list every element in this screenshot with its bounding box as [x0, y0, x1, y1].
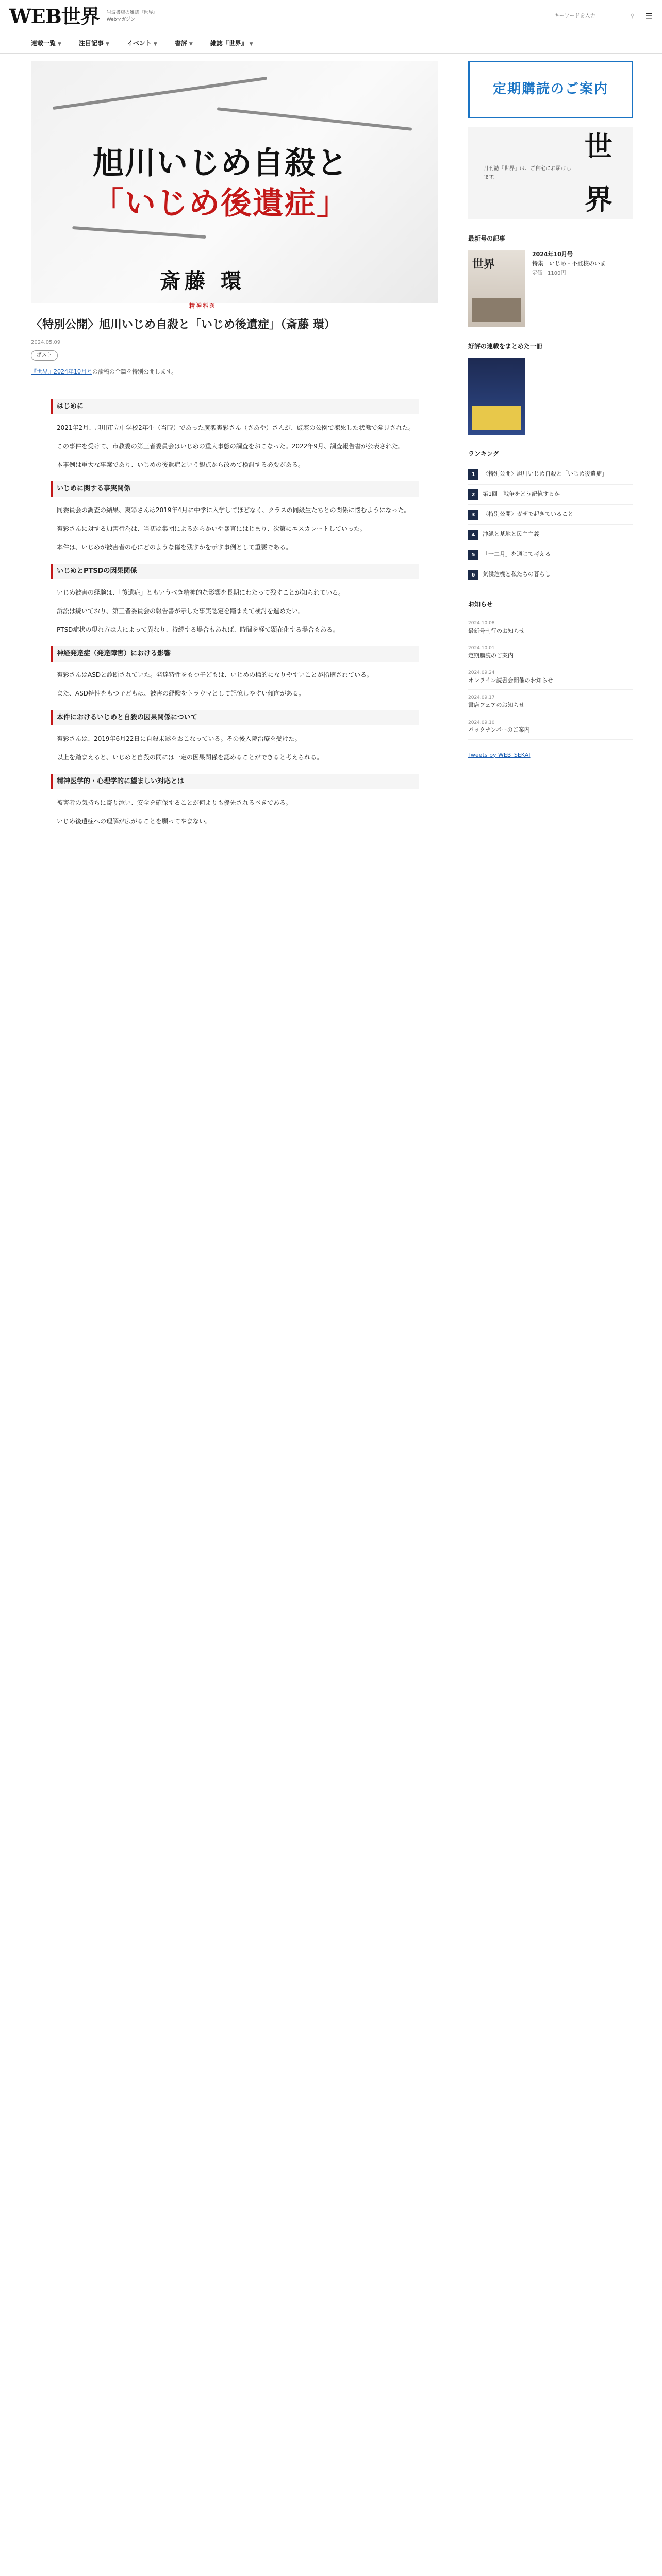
paragraph: 被害者の気持ちに寄り添い、安全を確保することが何よりも優先されるべきである。	[57, 799, 292, 806]
news-item[interactable]	[468, 715, 633, 740]
magazine-issue: 2024年10月号	[532, 250, 573, 258]
paragraph: 2021年2月、旭川市立中学校2年生（当時）であった廣瀬爽彩さん（さあや）さんが、厳寒の公園で凍死した状態で発見された。	[57, 423, 415, 431]
section-heading: いじめに関する事実関係	[51, 481, 419, 497]
hero-image	[31, 61, 438, 309]
rank-title[interactable]: 第1回 戦争をどう記憶するか	[483, 490, 560, 498]
chevron-down-icon: ▼	[249, 41, 253, 47]
news-item[interactable]	[468, 640, 633, 665]
rank-title[interactable]: 気候危機と私たちの暮らし	[483, 571, 551, 578]
subscribe-box[interactable]	[468, 127, 633, 219]
paragraph: 同委員会の調査の結果、爽彩さんは2019年4月に中学に入学してほどなく、クラスの同級生たちとの関係に悩むようになった。	[57, 506, 410, 514]
site-header	[0, 0, 662, 33]
nav-item-magazine[interactable]: 雑誌『世界』 ▼	[210, 39, 253, 47]
paragraph: PTSD症状の現れ方は人によって異なり、持続する場合もあれば、時間を経て顕在化する場合もある。	[57, 625, 339, 633]
paragraph: いじめ後遺症への理解が広がることを願ってやまない。	[57, 817, 212, 825]
site-logo[interactable]	[9, 0, 158, 35]
paragraph: 訴訟は続いており、第三者委員会の報告書が示した事実認定を踏まえて検討を進めたい。	[57, 607, 305, 615]
section-heading: いじめとPTSDの因果関係	[51, 564, 419, 579]
section-heading: はじめに	[51, 399, 419, 414]
ranking-item[interactable]	[468, 565, 633, 585]
magazine-info	[532, 250, 606, 327]
rank-number: 3	[468, 510, 478, 520]
section-heading: 精神医学的・心理学的に望ましい対応とは	[51, 774, 419, 789]
rank-number: 1	[468, 469, 478, 480]
ranking-item[interactable]	[468, 465, 633, 485]
rank-number: 2	[468, 489, 478, 500]
paragraph: 本件は、いじめが被害者の心にどのような傷を残すかを示す事例として重要である。	[57, 543, 292, 551]
subscribe-text: 月刊誌『世界』は、ご自宅にお届けします。	[484, 166, 571, 180]
ranking-heading: ランキング	[468, 450, 499, 457]
news-title[interactable]: バックナンバーのご案内	[468, 726, 530, 734]
hero-author	[160, 262, 245, 312]
paragraph: 本事例は重大な事案であり、いじめの後遺症という観点から改めて検討する必要がある。	[57, 461, 305, 468]
ranking-item[interactable]	[468, 545, 633, 565]
menu-icon[interactable]: ☰	[645, 11, 653, 21]
magazine-title: 特集 いじめ・不登校のいま	[532, 260, 606, 267]
share-button[interactable]: ポスト	[31, 350, 58, 361]
article-title: 〈特別公開〉旭川いじめ自殺と「いじめ後遺症」（斎藤 環）	[31, 318, 336, 331]
magazine-cover[interactable]	[468, 250, 525, 327]
logo-subtitle	[107, 10, 158, 23]
news-date: 2024.09.17	[468, 695, 495, 701]
news-list	[468, 616, 633, 739]
rank-title[interactable]: 「一二月」を通じて考える	[483, 551, 551, 558]
logo-mark[interactable]: WEB世界	[9, 4, 100, 28]
subscription-banner[interactable]: 定期購読のご案内	[468, 61, 633, 118]
news-title[interactable]: 最新号刊行のお知らせ	[468, 627, 525, 634]
news-heading: お知らせ	[468, 601, 493, 608]
chevron-down-icon: ▼	[105, 41, 109, 47]
latest-issue[interactable]	[468, 250, 633, 327]
ranking-item[interactable]	[468, 525, 633, 545]
rank-title[interactable]: 沖縄と基地と民主主義	[483, 531, 539, 538]
rank-title[interactable]: 〈特別公開〉旭川いじめ自殺と「いじめ後遺症」	[483, 470, 607, 478]
ranking-list	[468, 465, 633, 585]
hero-title-line1: 旭川いじめ自殺と	[93, 145, 349, 181]
search-icon[interactable]: ⚲	[631, 13, 635, 20]
rank-title[interactable]: 〈特別公開〉ガザで起きていること	[483, 511, 573, 518]
magazine-cover-title: 世界	[472, 257, 495, 271]
nav-item-series[interactable]: 連載一覧 ▼	[31, 39, 61, 47]
logo-subtitle-line2: Webマガジン	[106, 17, 136, 22]
rank-number: 4	[468, 530, 478, 540]
hero-title	[93, 143, 349, 224]
paragraph: また、ASD特性をもつ子どもは、被害の経験をトラウマとして記憶しやすい傾向がある。	[57, 689, 305, 697]
subscribe-logo: 世界	[584, 130, 613, 216]
section-heading: 本件におけるいじめと自殺の因果関係について	[51, 710, 419, 725]
section-heading: 神経発達症（発達障害）における影響	[51, 646, 419, 662]
paragraph: 以上を踏まえると、いじめと自殺の間には一定の因果関係を認めることができると考えられる。	[57, 753, 323, 761]
publish-date: 2024.05.09	[31, 340, 61, 345]
search-input[interactable]	[554, 13, 631, 19]
logo-subtitle-line1: 岩波書店の雑誌『世界』	[106, 10, 158, 16]
magazine-heading: 最新号の記事	[468, 235, 506, 242]
chevron-down-icon: ▼	[58, 41, 61, 47]
search-box[interactable]	[551, 10, 638, 23]
paragraph: いじめ被害の経験は、「後遺症」ともいうべき精神的な影響を長期にわたって残すことが知られている。	[57, 588, 345, 596]
hero-author-name: 斎藤 環	[160, 269, 245, 293]
chevron-down-icon: ▼	[153, 41, 157, 47]
source-suffix: の論稿の全篇を特別公開します。	[92, 368, 177, 375]
news-date: 2024.10.08	[468, 621, 495, 626]
rank-number: 5	[468, 550, 478, 560]
ranking-item[interactable]	[468, 505, 633, 525]
news-title[interactable]: オンライン読書会開催のお知らせ	[468, 676, 553, 684]
tweets-link[interactable]: Tweets by WEB_SEKAI	[468, 751, 531, 758]
news-date: 2024.09.10	[468, 720, 495, 725]
news-date: 2024.09.24	[468, 670, 495, 676]
paragraph: 爽彩さんは、2019年6月22日に自殺未遂をおこなっている。その後入院治療を受けた。	[57, 735, 301, 742]
source-link[interactable]: 『世界』2024年10月号	[31, 368, 92, 375]
paragraph: この事件を受けて、市教委の第三者委員会はいじめの重大事態の調査をおこなった。2022年9月、調査報告書が公表された。	[57, 442, 404, 450]
featured-heading: 好評の連載をまとめた一冊	[468, 342, 543, 350]
main-nav	[0, 33, 662, 54]
hero-title-line2: 「いじめ後遺症」	[93, 185, 349, 222]
magazine-price: 定価 1100円	[532, 270, 566, 277]
featured-book[interactable]	[468, 358, 633, 435]
chevron-down-icon: ▼	[189, 41, 193, 47]
article-body	[31, 399, 438, 827]
rank-number: 6	[468, 570, 478, 580]
news-item[interactable]	[468, 665, 633, 690]
nav-item-events[interactable]: イベント ▼	[126, 39, 157, 47]
news-title[interactable]: 定期購読のご案内	[468, 652, 514, 659]
article-main	[31, 54, 438, 834]
hero-author-role: 精神科医	[189, 302, 216, 309]
nav-item-featured[interactable]: 注目記事 ▼	[78, 39, 109, 47]
paragraph: 爽彩さんに対する加害行為は、当初は集団によるからかいや暴言にはじまり、次第にエスカレートしていった。	[57, 524, 367, 532]
news-title[interactable]: 書店フェアのお知らせ	[468, 702, 525, 709]
paragraph: 爽彩さんはASDと診断されていた。発達特性をもつ子どもは、いじめの標的になりやすいことが指摘されている。	[57, 671, 373, 679]
news-item[interactable]	[468, 616, 633, 640]
news-date: 2024.10.01	[468, 646, 495, 651]
source-note	[31, 367, 438, 378]
news-item[interactable]	[468, 690, 633, 715]
ranking-item[interactable]	[468, 485, 633, 505]
nav-item-reviews[interactable]: 書評 ▼	[174, 39, 193, 47]
sidebar	[468, 54, 633, 834]
book-cover[interactable]	[468, 358, 525, 435]
